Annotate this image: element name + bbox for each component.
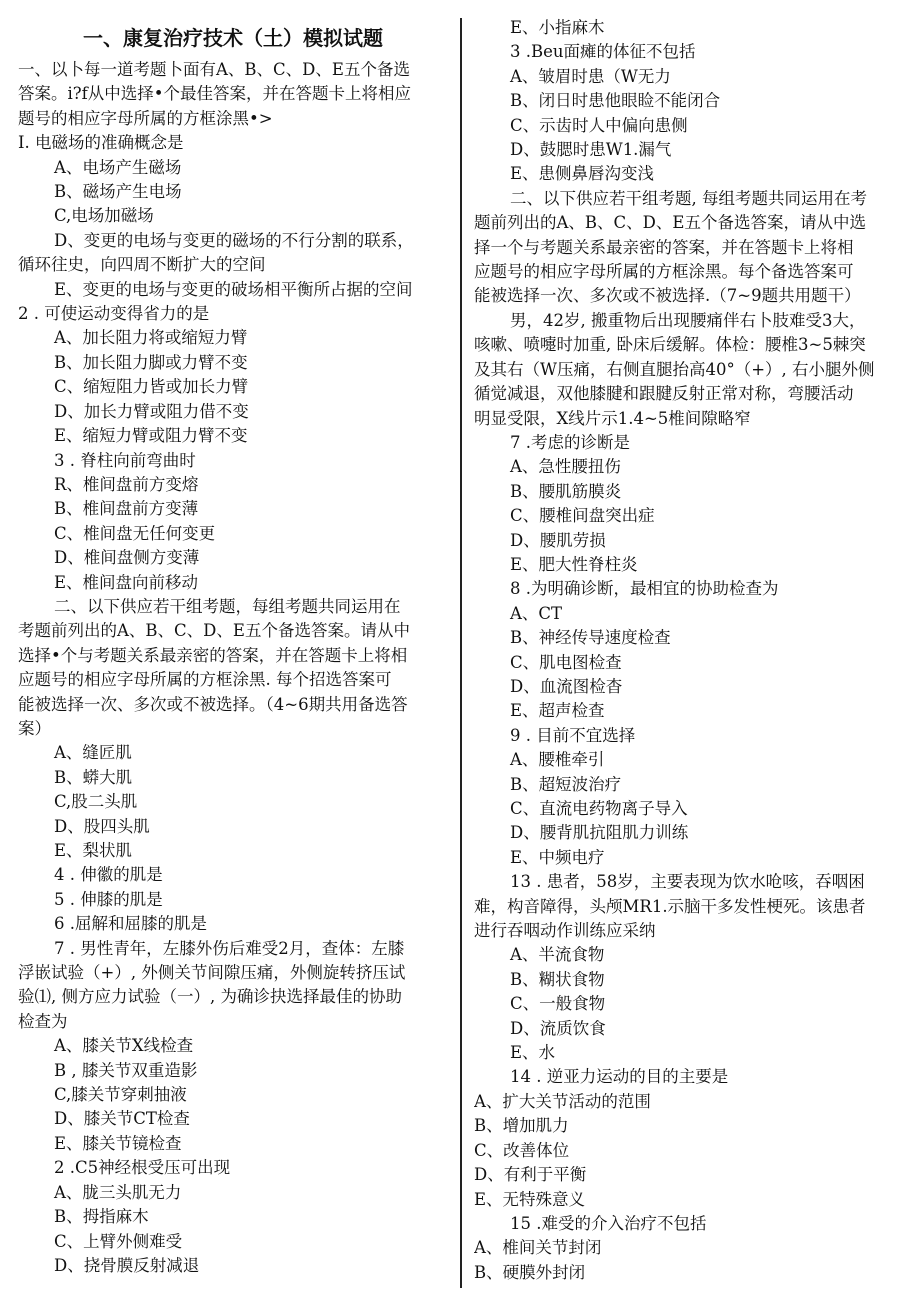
text-line: E、膝关节镜检查: [54, 1133, 182, 1153]
text-line: D、鼓腮时患W1.漏气: [510, 140, 672, 160]
text-line: 检查为: [18, 1011, 68, 1031]
text-line: 择一个与考题关系最亲密的答案，并在答题卡上将相: [474, 237, 854, 257]
text-line: 3 .Beu面瘫的体征不包括: [510, 42, 696, 62]
text-line: 能被选择一次、多次或不被选择.（7~9题共用题干）: [474, 286, 861, 306]
text-line: 6 .屈解和屈膝的肌是: [54, 914, 207, 934]
text-line: B、闭日时患他眼睑不能闭合: [510, 91, 721, 111]
text-line: E、患侧鼻唇沟变浅: [510, 164, 655, 184]
text-line: 循觉减退，双他膝腱和跟腱反射正常对称，弯腰活动: [474, 384, 854, 404]
text-line: D、椎间盘侧方变薄: [54, 548, 200, 568]
text-line: A、皱眉时患（W无力: [510, 66, 671, 86]
text-line: E、缩短力臂或阻力臂不变: [54, 426, 248, 446]
text-line: A、扩大关节活动的范围: [474, 1091, 651, 1111]
text-line: A、电场产生磁场: [54, 157, 182, 177]
text-line: D、血流图检杳: [510, 676, 623, 696]
text-line: D、有利于平衡: [474, 1165, 587, 1185]
text-line: 5 . 伸膝的肌是: [54, 889, 163, 909]
text-line: A、半流食物: [510, 945, 605, 965]
page-title: 一、康复治疗技术（土）模拟试题: [83, 26, 383, 50]
text-line: 考题前列出的A、B、C、D、E五个备选答案。请从中: [18, 621, 410, 641]
text-line: B、糊状食物: [510, 969, 605, 989]
text-line: 答案。i?f从中选择•个最佳答案，并在答题卡上将相应: [18, 84, 411, 104]
text-line: 15 .难受的介入治疗不包括: [510, 1213, 707, 1233]
text-line: R、椎间盘前方变熔: [54, 474, 199, 494]
text-line: C、一般食物: [510, 994, 606, 1014]
text-line: D、腰肌劳损: [510, 530, 606, 550]
right-column: [474, 0, 902, 1285]
text-line: B、蟒大肌: [54, 767, 133, 787]
text-line: E、无特殊意义: [474, 1189, 586, 1209]
text-line: B , 膝关节双重造影: [54, 1060, 198, 1080]
text-line: E、肥大性脊柱炎: [510, 554, 638, 574]
text-line: 二、以下供应若干组考题，每组考题共同运用在: [54, 596, 401, 616]
text-line: A、腰椎牵引: [510, 750, 605, 770]
text-line: C、示齿时人中偏向患侧: [510, 115, 688, 135]
text-line: C,膝关节穿刺抽液: [54, 1085, 187, 1105]
text-line: I. 电磁场的准确概念是: [18, 133, 184, 153]
text-line: B、增加肌力: [474, 1116, 569, 1136]
left-text-block: [18, 58, 448, 1278]
text-line: 二、以下供应若干组考题, 每组考题共同运用在考: [510, 188, 867, 208]
text-line: 明显受限，X线片示1.4~5椎间隙略窄: [474, 408, 751, 428]
text-line: C、缩短阻力皆或加长力臂: [54, 377, 249, 397]
text-line: E、中频电疗: [510, 847, 605, 867]
text-line: D、挠骨膜反射减退: [54, 1255, 200, 1275]
text-line: D、变更的电场与变更的磁场的不行分割的联系，: [54, 230, 414, 250]
text-line: D、加长力臂或阻力借不变: [54, 401, 249, 421]
text-line: 2 .C5神经根受压可出现: [54, 1158, 231, 1178]
text-line: B、拇指麻木: [54, 1207, 149, 1227]
text-line: 3 . 脊柱向前弯曲时: [54, 450, 196, 470]
text-line: B、椎间盘前方变薄: [54, 499, 199, 519]
column-divider: [460, 18, 462, 1288]
text-line: E、椎间盘向前移动: [54, 572, 199, 592]
text-line: B、神经传导速度检查: [510, 628, 671, 648]
text-line: 应题号的相应字母所属的方框涂黑。每个备选答案可: [474, 262, 854, 282]
text-line: A、胧三头肌无力: [54, 1182, 182, 1202]
text-line: 7 . 男性青年，左膝外伤后难受2月，查体：左膝: [54, 938, 405, 958]
text-line: 案）: [18, 718, 51, 738]
text-line: C、肌电图检查: [510, 652, 622, 672]
text-line: A、膝关节X线检查: [54, 1036, 194, 1056]
text-line: A、加长阻力将或缩短力臂: [54, 328, 248, 348]
text-line: C,股二头肌: [54, 792, 138, 812]
text-line: 能被选择一次、多次或不被选择。（4~6期共用备选答: [18, 694, 408, 714]
text-line: B、腰肌筋膜炎: [510, 481, 622, 501]
text-line: 应题号的相应字母所属的方框涂黑. 每个招选答案可: [18, 670, 392, 690]
text-line: 选择•个与考题关系最亲密的答案，并在答题卡上将相: [18, 645, 408, 665]
text-line: C,电场加磁场: [54, 206, 154, 226]
text-line: B、硬膜外封闭: [474, 1262, 586, 1282]
text-line: C、直流电药物离子导入: [510, 799, 688, 818]
text-line: 9 . 目前不宜选择: [510, 725, 636, 745]
text-line: 2 . 可使运动变得省力的是: [18, 304, 210, 324]
text-line: 题前列出的A、B、C、D、E五个备选答案，请从中选: [474, 213, 866, 233]
right-text-block: [474, 0, 902, 1285]
text-line: 男，42岁, 搬重物后出现腰痛伴右卜肢难受3大，: [510, 310, 866, 330]
text-line: 验⑴, 侧方应力试验（一）, 为确诊抉选择最佳的协助: [18, 987, 402, 1007]
text-line: D、股四头肌: [54, 816, 150, 836]
text-line: 题号的相应字母所属的方框涂黑•>: [18, 108, 273, 128]
text-line: 7 .考虑的诊断是: [510, 432, 630, 452]
text-line: C、椎间盘无任何变更: [54, 523, 216, 543]
text-line: E、变更的电场与变更的破场相平衡所占据的空间: [54, 279, 413, 299]
left-column: [18, 0, 448, 1278]
text-line: E、小指麻木: [510, 18, 605, 37]
text-line: A、缝匠肌: [54, 743, 132, 763]
text-line: 难，构音障得，头颅MR1.示脑干多发性梗死。该患者: [474, 896, 866, 916]
text-line: 8 .为明确诊断，最相宜的协助检查为: [510, 579, 779, 599]
text-line: E、水: [510, 1043, 556, 1063]
text-line: C、改善体位: [474, 1140, 570, 1160]
text-line: A、CT: [510, 603, 563, 623]
text-line: A、急性腰扭伤: [510, 457, 621, 477]
text-line: 13 . 患者，58岁，主要表现为饮水呛咳，吞咽困: [510, 872, 865, 892]
text-line: D、腰背肌抗阻肌力训练: [510, 823, 689, 843]
text-line: D、膝关节CT检查: [54, 1109, 190, 1129]
text-line: 14 . 逆亚力运动的目的主要是: [510, 1067, 729, 1087]
text-line: 一、以卜每一道考题卜面有A、B、C、D、E五个备选: [18, 60, 410, 79]
text-line: E、超声检查: [510, 701, 605, 721]
text-line: 咳嗽、喷嚏时加重, 卧床后缓解。体检：腰椎3~5棘突: [474, 335, 866, 355]
text-line: E、梨状肌: [54, 841, 133, 860]
text-line: 4 . 伸徽的肌是: [54, 865, 163, 885]
text-line: 及其右（W压痛，右侧直腿抬高40°（+）, 右小腿外侧: [474, 359, 875, 379]
text-line: C、上臂外侧难受: [54, 1231, 183, 1251]
text-line: 浮嵌试验（+）, 外侧关节间隙压痛，外侧旋转挤压试: [18, 963, 406, 983]
text-line: 进行吞咽动作训练应采纳: [474, 921, 656, 941]
text-line: B、磁场产生电场: [54, 182, 182, 202]
text-line: 循环往史，向四周不断扩大的空间: [18, 255, 266, 275]
text-line: B、超短波治疗: [510, 774, 622, 794]
text-line: C、腰椎间盘突出症: [510, 506, 655, 526]
text-line: B、加长阻力脚或力臂不变: [54, 352, 248, 372]
text-line: D、流质饮食: [510, 1018, 606, 1038]
text-line: A、椎间关节封闭: [474, 1238, 602, 1258]
